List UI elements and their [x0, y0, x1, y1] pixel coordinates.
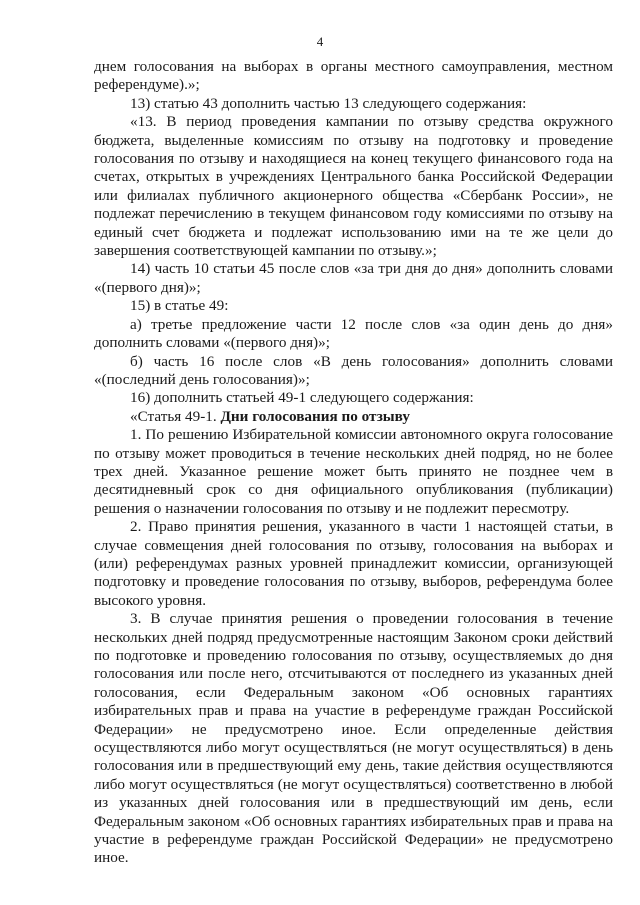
page-number: 4	[316, 34, 324, 49]
paragraph-quote-13: «13. В период проведения кампании по отзыву средства окружного бюджета, выделенные комиссиям по отзыву на подготовку и проведение голосования по отзыву и находящиеся на конец текущего финансового года на счетах, открытых в учреждениях Центрального банка Российской Федерации или филиалах публичного акционерного общества «Сбербанк России», не подлежат перечислению в текущем финансовом году комиссиями по отзыву на единый счет бюджета и подлежат использованию ими на те же цели до завершения соответствующей кампании по отзыву.»;	[94, 113, 613, 260]
document-body	[94, 58, 613, 868]
paragraph-item-14: 14) часть 10 статьи 45 после слов «за три дня до дня» дополнить словами «(первого дня)»;	[94, 260, 613, 296]
article-heading-title: Дни голосования по отзыву	[220, 407, 410, 425]
paragraph-continuation: днем голосования на выборах в органы местного самоуправления, местном референдуме).»;	[94, 58, 613, 94]
article-part-2: 2. Право принятия решения, указанного в части 1 настоящей статьи, в случае совмещения дней голосования по отзыву, голосования на выборах и (или) референдумах разных уровней принадлежит комиссии, организующей подготовку и проведение голосования по отзыву, выборов, референдума более высокого уровня.	[94, 518, 613, 609]
article-heading	[94, 408, 613, 426]
article-part-1: 1. По решению Избирательной комиссии автономного округа голосование по отзыву может проводиться в течение нескольких дней подряд, но не более трех дней. Указанное решение может быть принято не позднее чем в десятидневный срок со дня официального опубликования (публикации) решения о назначении голосования по отзыву и не подлежит пересмотру.	[94, 426, 613, 517]
paragraph-item-15a: а) третье предложение части 12 после слов «за один день до дня» дополнить словами «(первого дня)»;	[94, 315, 613, 352]
paragraph-item-16: 16) дополнить статьей 49-1 следующего содержания:	[130, 389, 474, 407]
article-heading-prefix: «Статья 49-1.	[130, 407, 221, 425]
article-part-3: 3. В случае принятия решения о проведении голосования в течение нескольких дней подряд предусмотренные настоящим Законом сроки действий по подготовке и проведению голосования по отзыву, осуществляемых до дня голосования или после него, отсчитываются от последнего из указанных дней голосования, если Федеральным законом «Об основных гарантиях избирательных прав и права на участие в референдуме граждан Российской Федерации» не предусмотрено иное. Если определенные действия осуществляются либо могут осуществляться (не могут осуществляться) в день голосования или в предшествующий ему день, такие действия осуществляются либо могут осуществляться (не могут осуществляться) соответственно в любой из указанных дней голосования или в предшествующий им день, если Федеральным законом «Об основных гарантиях избирательных прав и права на участие в референдуме граждан Российской Федерации» не предусмотрено иное.	[94, 610, 613, 867]
paragraph-item-15b: б) часть 16 после слов «В день голосования» дополнить словами «(последний день голосования)»;	[94, 352, 613, 388]
paragraph-item-15: 15) в статье 49:	[130, 297, 229, 315]
paragraph-item-13: 13) статью 43 дополнить частью 13 следующего содержания:	[130, 94, 527, 112]
